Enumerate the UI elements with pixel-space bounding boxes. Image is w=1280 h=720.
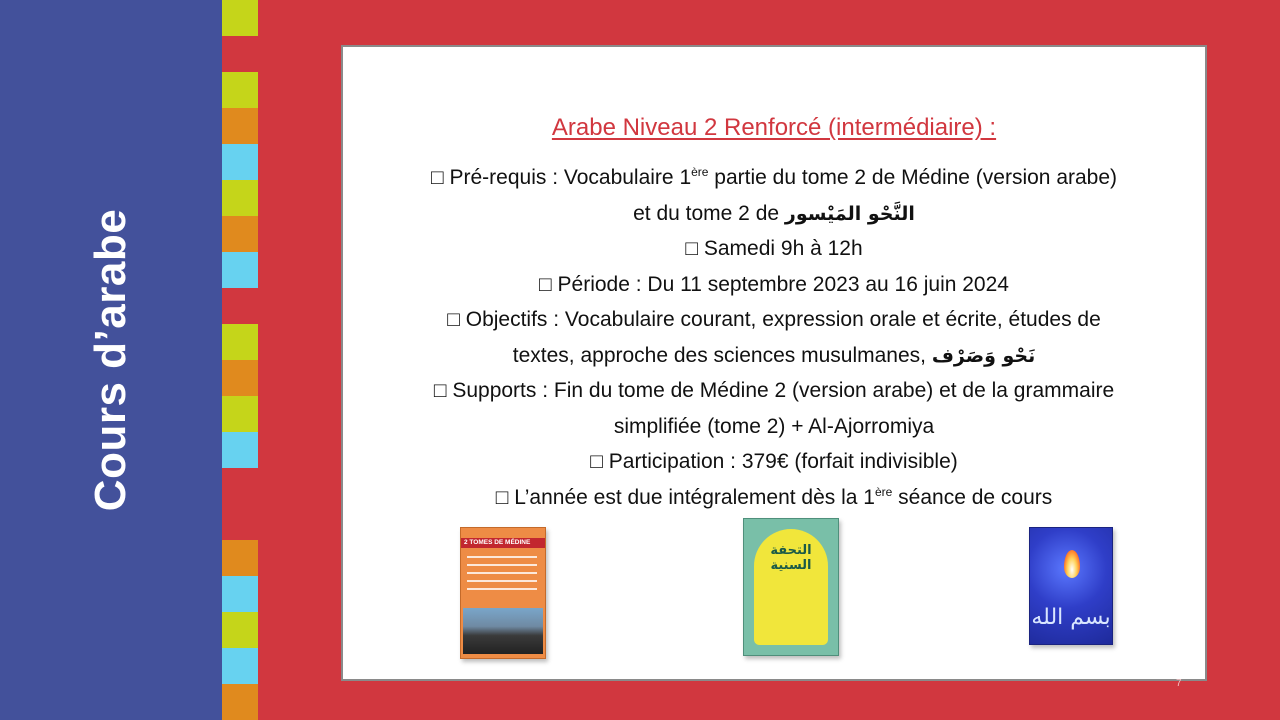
strip-square — [222, 360, 258, 396]
strip-square — [222, 324, 258, 360]
strip-square — [222, 576, 258, 612]
objectives-line-2: textes, approche des sciences musulmanes, نَحْو وَصَرْف — [512, 343, 1036, 367]
course-title: Arabe Niveau 2 Renforcé (intermédiaire) : — [551, 114, 997, 141]
prerequisites-line-2: et du tome 2 de النَّحْو المَيْسور — [633, 201, 915, 225]
cover-line — [467, 564, 537, 566]
strip-square — [222, 432, 258, 468]
flame-icon — [1064, 550, 1080, 578]
tohfa-book-cover-icon — [743, 518, 839, 656]
strip-square — [222, 396, 258, 432]
schedule-line: □ Samedi 9h à 12h — [685, 237, 863, 260]
objectives-line: □ Objectifs : Vocabulaire courant, expression orale et écrite, études de — [447, 308, 1101, 331]
strip-square — [222, 180, 258, 216]
arabic-text: نَحْو وَصَرْف — [931, 344, 1036, 367]
supports-line-2: simplifiée (tome 2) + Al-Ajorromiya — [613, 414, 935, 438]
payment-line: □ L’année est due intégralement dès la 1ère séance de cours — [495, 484, 1053, 509]
participation-line: □ Participation : 379€ (forfait indivisible) — [590, 450, 958, 473]
strip-square — [222, 72, 258, 108]
arabic-text: النَّحْو المَيْسور — [784, 202, 915, 225]
sidebar — [0, 0, 222, 720]
cover-line — [467, 572, 537, 574]
strip-square — [222, 252, 258, 288]
strip-square — [222, 108, 258, 144]
cover-photo — [463, 608, 543, 654]
strip-square — [222, 612, 258, 648]
ajorromiya-book-cover-icon — [1029, 527, 1113, 645]
prerequisites-line: □ Pré-requis : Vocabulaire 1ère partie du tome 2 de Médine (version arabe) — [430, 165, 1118, 189]
content-box — [341, 45, 1207, 681]
page-number: 7 — [1176, 678, 1182, 689]
strip-square — [222, 648, 258, 684]
cover-line — [467, 580, 537, 582]
supports-line: □ Supports : Fin du tome de Médine 2 (version arabe) et de la grammaire — [433, 379, 1115, 402]
cover-line — [467, 588, 537, 590]
cover-calligraphy: بسم الله — [1031, 605, 1111, 630]
sidebar-title: Cours d’arabe — [86, 208, 135, 512]
strip-square — [222, 216, 258, 252]
strip-square — [222, 0, 258, 36]
cover-title: التحفة السنية — [770, 543, 812, 573]
cover-line — [467, 556, 537, 558]
course-details — [343, 160, 1205, 515]
period-line: □ Période : Du 11 septembre 2023 au 16 juin 2024 — [539, 272, 1009, 296]
strip-square — [222, 540, 258, 576]
strip-square — [222, 144, 258, 180]
cover-panel — [754, 529, 828, 645]
strip-square — [222, 684, 258, 720]
color-strip — [222, 0, 258, 720]
medine-book-cover-icon — [460, 527, 546, 659]
medine-band: 2 TOMES DE MÉDINE — [461, 538, 545, 548]
